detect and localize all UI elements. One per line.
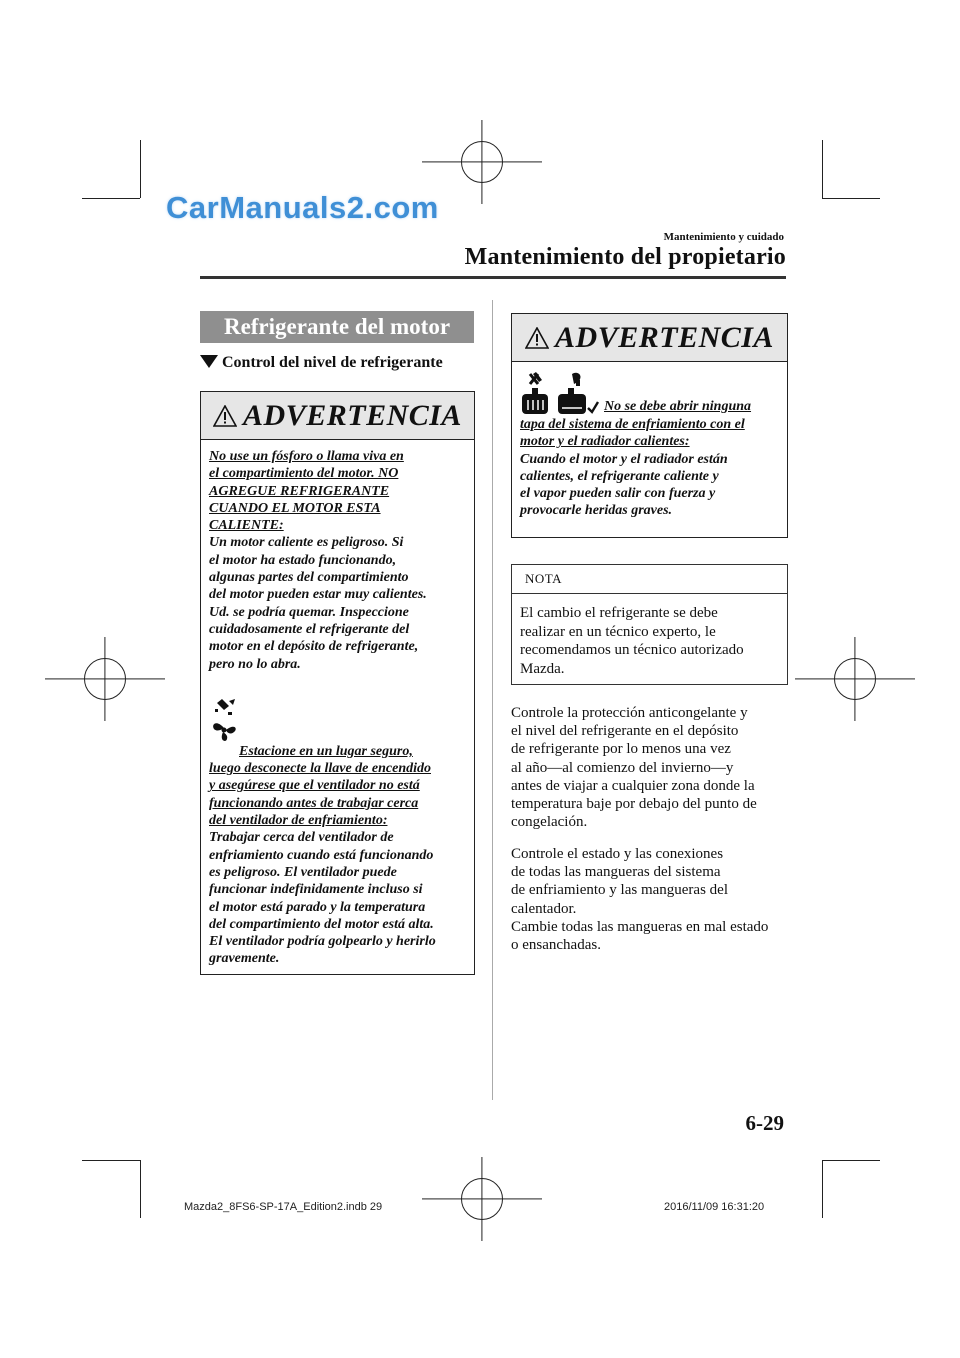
warning-line: funcionando antes de trabajar cerca xyxy=(209,795,419,811)
warning-text xyxy=(209,534,474,672)
warning-line: No use un fósforo o llama viva en xyxy=(209,449,404,464)
footer-file: Mazda2_8FS6-SP-17A_Edition2.indb 29 xyxy=(184,1201,383,1213)
section-title: Refrigerante del motor xyxy=(200,311,474,343)
registration-mark-top xyxy=(461,141,503,183)
note-line: Mazda. xyxy=(520,660,565,677)
crop-mark xyxy=(82,1160,140,1161)
warning-line: y asegúrese que el ventilador no está xyxy=(209,778,420,794)
paragraph-line: de enfriamiento y las mangueras del xyxy=(511,882,729,899)
warning-line: el vapor pueden salir con fuerza y xyxy=(520,486,716,502)
crop-mark xyxy=(82,198,140,199)
fan-warning-row xyxy=(209,697,474,743)
paragraph-line: de refrigerante por lo menos una vez xyxy=(511,741,731,758)
warning-header xyxy=(201,392,474,440)
open-cap-ok-icon xyxy=(552,370,600,416)
paragraph-line: antes de viajar a cualquier zona donde la xyxy=(511,777,755,794)
warning-title: ADVERTENCIA xyxy=(243,398,462,432)
warning-line: Estacione en un lugar seguro, xyxy=(239,743,413,759)
warning-box-left xyxy=(200,391,475,975)
watermark-logo: CarManuals2.com xyxy=(166,190,439,225)
registration-mark-left xyxy=(84,658,126,700)
registration-mark-bottom xyxy=(461,1178,503,1220)
chapter-label: Mantenimiento y cuidado xyxy=(663,231,784,243)
warning-line: provocarle heridas graves. xyxy=(520,503,673,519)
subsection-label: Control del nivel de refrigerante xyxy=(222,354,443,371)
warning-line: gravemente. xyxy=(209,951,280,967)
no-open-cap-icon xyxy=(520,370,552,416)
paragraph-hoses xyxy=(511,845,796,954)
warning-line: No se debe abrir ninguna xyxy=(604,398,752,414)
note-line: El cambio el refrigerante se debe xyxy=(520,605,718,621)
paragraph-line: calentador. xyxy=(511,900,577,917)
warning-line: calientes, el refrigerante caliente y xyxy=(520,468,719,484)
crop-mark xyxy=(822,1160,880,1161)
warning-line: El ventilador podría golpearlo y herirlo xyxy=(209,934,436,950)
radiator-warning-row xyxy=(520,370,787,416)
warning-heading xyxy=(520,416,787,451)
warning-text xyxy=(520,451,787,520)
warning-line: Ud. se podría quemar. Inspeccione xyxy=(209,604,409,620)
note-body xyxy=(512,594,787,678)
paragraph-line: congelación. xyxy=(511,814,588,831)
paragraph-line: al año—al comienzo del invierno—y xyxy=(511,759,734,776)
warning-line: tapa del sistema de enfriamiento con el xyxy=(520,417,745,432)
warning-line: es peligroso. El ventilador puede xyxy=(209,864,397,880)
crop-mark xyxy=(822,198,880,199)
crop-mark xyxy=(140,140,141,198)
registration-mark-right xyxy=(834,658,876,700)
paragraph-antifreeze xyxy=(511,704,796,831)
crop-mark xyxy=(822,1160,823,1218)
warning-header xyxy=(512,314,787,362)
triangle-bullet-icon xyxy=(200,355,218,368)
warning-line: Un motor caliente es peligroso. Si xyxy=(209,535,404,551)
warning-heading xyxy=(209,743,474,829)
paragraph-line: el nivel del refrigerante en el depósito xyxy=(511,723,739,740)
warning-line: del ventilador de enfriamiento: xyxy=(209,813,388,829)
warning-line: motor y el radiador calientes: xyxy=(520,434,690,450)
warning-line: enfriamiento cuando está funcionando xyxy=(209,847,434,863)
warning-body xyxy=(512,362,787,520)
paragraph-line: de todas las mangueras del sistema xyxy=(511,864,721,881)
warning-line: del motor pueden estar muy calientes. xyxy=(209,587,427,603)
warning-body xyxy=(201,440,474,968)
page-title: Mantenimiento del propietario xyxy=(464,244,786,270)
paragraph-line: Cambie todas las mangueras en mal estado xyxy=(511,918,769,935)
note-box xyxy=(511,564,788,685)
warning-line: el compartimiento del motor. NO xyxy=(209,466,399,482)
warning-line: del compartimiento del motor está alta. xyxy=(209,916,434,932)
warning-triangle-icon xyxy=(525,327,549,349)
paragraph-line: o ensanchadas. xyxy=(511,937,601,954)
note-line: recomendamos un técnico autorizado xyxy=(520,642,744,658)
warning-line: Trabajar cerca del ventilador de xyxy=(209,830,394,846)
header-rule xyxy=(200,276,786,279)
warning-text xyxy=(209,829,474,967)
warning-line: luego desconecte la llave de encendido xyxy=(209,761,431,777)
fan-warning-icon xyxy=(209,697,239,743)
column-divider xyxy=(492,300,493,1100)
paragraph-line: Controle la protección anticongelante y xyxy=(511,705,748,721)
subsection-title xyxy=(200,354,443,372)
warning-line: pero no lo abra. xyxy=(209,656,301,672)
warning-line: AGREGUE REFRIGERANTE xyxy=(209,483,390,499)
warning-box-right xyxy=(511,313,788,538)
warning-line: el motor ha estado funcionando, xyxy=(209,552,397,568)
note-title: NOTA xyxy=(512,565,787,594)
paragraph-line: temperatura baje por debajo del punto de xyxy=(511,796,757,813)
warning-title: ADVERTENCIA xyxy=(555,320,774,354)
warning-triangle-icon xyxy=(213,405,237,427)
warning-line: algunas partes del compartimiento xyxy=(209,570,409,586)
warning-line: CUANDO EL MOTOR ESTA xyxy=(209,500,381,516)
crop-mark xyxy=(822,140,823,198)
warning-line: motor en el depósito de refrigerante, xyxy=(209,639,419,655)
note-line: realizar en un técnico experto, le xyxy=(520,623,716,640)
warning-line: funcionar indefinidamente incluso si xyxy=(209,882,423,898)
warning-heading xyxy=(209,448,474,534)
warning-line: Cuando el motor y el radiador están xyxy=(520,451,728,467)
paragraph-line: Controle el estado y las conexiones xyxy=(511,846,724,862)
warning-line: cuidadosamente el refrigerante del xyxy=(209,621,410,637)
warning-line: CALIENTE: xyxy=(209,518,284,534)
footer-timestamp: 2016/11/09 16:31:20 xyxy=(664,1201,765,1213)
warning-line: el motor está parado y la temperatura xyxy=(209,899,426,915)
crop-mark xyxy=(140,1160,141,1218)
page-number: 6-29 xyxy=(745,1111,784,1135)
